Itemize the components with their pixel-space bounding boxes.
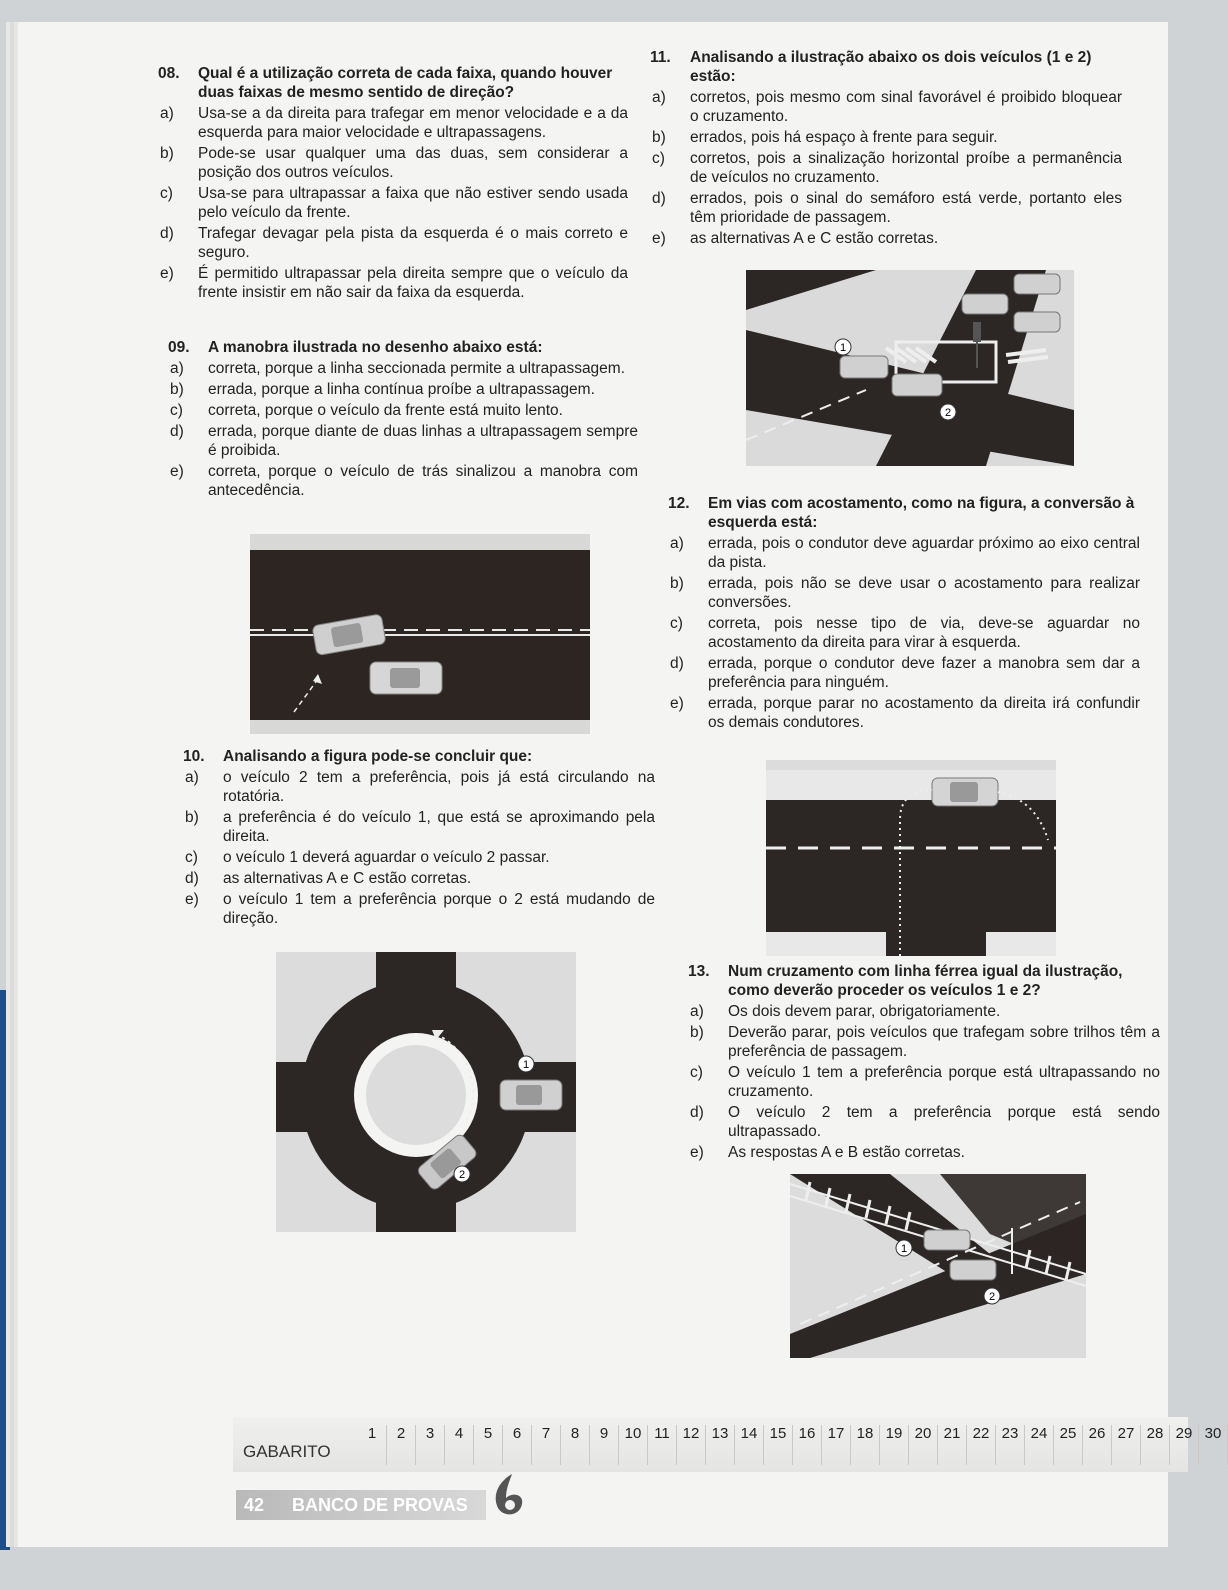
option-text: correta, pois nesse tipo de via, deve-se aguardar no acostamento da direita para virar à esquerda. <box>708 615 1140 651</box>
option-letter: c) <box>652 150 665 167</box>
answer-option <box>688 1143 1160 1162</box>
answer-option <box>668 574 1140 612</box>
answer-option <box>650 229 1122 248</box>
svg-text:1: 1 <box>522 1059 530 1071</box>
option-letter: c) <box>670 615 683 632</box>
answer-key-number: 9 <box>590 1425 619 1465</box>
answer-option <box>668 654 1140 692</box>
option-text: Trafegar devagar pela pista da esquerda é o mais correto e seguro. <box>198 225 628 261</box>
answer-key-number: 26 <box>1083 1425 1112 1465</box>
svg-text:2: 2 <box>988 1291 996 1303</box>
answer-option <box>650 189 1122 227</box>
page-number: 42 <box>244 1494 265 1515</box>
answer-option <box>183 848 655 867</box>
question-number: 11. <box>650 49 671 66</box>
option-letter: b) <box>670 575 684 592</box>
answer-option <box>668 534 1140 572</box>
answer-key-number: 11 <box>648 1425 677 1465</box>
answer-option <box>158 104 628 142</box>
option-text: as alternativas A e C estão corretas. <box>223 870 472 887</box>
question-number: 12. <box>668 495 690 512</box>
answer-key-number: 6 <box>503 1425 532 1465</box>
question-text: Analisando a ilustração abaixo os dois veículos (1 e 2) estão: <box>690 49 1092 85</box>
answer-key-numbers <box>358 1425 1228 1465</box>
answer-key-number: 23 <box>996 1425 1025 1465</box>
option-text: Pode-se usar qualquer uma das duas, sem considerar a posição dos outros veículos. <box>198 145 628 181</box>
option-text: a preferência é do veículo 1, que está se aproximando pela direita. <box>223 809 655 845</box>
question-title <box>650 48 1122 86</box>
answer-option <box>168 462 638 500</box>
answer-key-number: 30 <box>1199 1425 1228 1465</box>
option-text: errada, porque parar no acostamento da direita irá confundir os demais condutores. <box>708 695 1140 731</box>
option-letter: a) <box>170 360 184 377</box>
answer-option <box>158 264 628 302</box>
question-title <box>688 962 1160 1000</box>
page <box>18 22 1222 1547</box>
option-letter: e) <box>160 265 174 282</box>
option-letter: e) <box>170 463 184 480</box>
answer-key-number: 14 <box>735 1425 764 1465</box>
option-text: o veículo 1 tem a preferência porque o 2 está mudando de direção. <box>223 891 655 927</box>
question-12 <box>668 494 1140 732</box>
question-10 <box>183 747 655 928</box>
option-text: errados, pois há espaço à frente para seguir. <box>690 129 998 146</box>
answer-option <box>183 890 655 928</box>
answer-key-number: 22 <box>967 1425 996 1465</box>
answer-option <box>668 694 1140 732</box>
roundabout-car-1 <box>500 1080 562 1110</box>
answer-key-number: 18 <box>851 1425 880 1465</box>
option-letter: c) <box>160 185 173 202</box>
option-text: errada, porque diante de duas linhas a ultrapassagem sempre é proibida. <box>208 423 638 459</box>
option-text: errada, pois não se deve usar o acostamento para realizar conversões. <box>708 575 1140 611</box>
option-text: errada, porque a linha contínua proíbe a ultrapassagem. <box>208 381 595 398</box>
option-text: o veículo 2 tem a preferência, pois já está circulando na rotatória. <box>223 769 655 805</box>
answer-key-number: 2 <box>387 1425 416 1465</box>
question-09 <box>168 338 638 500</box>
option-letter: b) <box>652 129 666 146</box>
question-title <box>168 338 638 357</box>
answer-key-number: 25 <box>1054 1425 1083 1465</box>
option-letter: b) <box>185 809 199 826</box>
option-letter: a) <box>185 769 199 786</box>
option-text: correta, porque a linha seccionada permite a ultrapassagem. <box>208 360 626 377</box>
question-text: Num cruzamento com linha férrea igual da ilustração, como deverão proceder os veículos 1 e 2? <box>728 963 1123 999</box>
option-letter: d) <box>185 870 199 887</box>
question-08 <box>158 64 628 302</box>
svg-text:1: 1 <box>900 1243 908 1255</box>
answer-option <box>650 128 1122 147</box>
question-13 <box>688 962 1160 1162</box>
answer-key-number: 27 <box>1112 1425 1141 1465</box>
question-title <box>668 494 1140 532</box>
option-letter: d) <box>670 655 684 672</box>
answer-key-number: 20 <box>909 1425 938 1465</box>
question-number: 13. <box>688 963 710 980</box>
answer-option <box>183 808 655 846</box>
book-edge <box>0 990 10 1550</box>
answer-key-number: 13 <box>706 1425 735 1465</box>
option-letter: e) <box>670 695 684 712</box>
option-letter: b) <box>690 1024 704 1041</box>
option-letter: a) <box>670 535 684 552</box>
option-letter: c) <box>185 849 198 866</box>
overtaking-figure <box>250 534 590 734</box>
option-text: errada, porque o condutor deve fazer a manobra sem dar a preferência para ninguém. <box>708 655 1140 691</box>
turning-car <box>932 778 998 806</box>
question-text: A manobra ilustrada no desenho abaixo está: <box>208 339 543 356</box>
answer-option <box>158 144 628 182</box>
answer-key-number: 28 <box>1141 1425 1170 1465</box>
answer-key-number: 5 <box>474 1425 503 1465</box>
answer-option <box>158 184 628 222</box>
answer-option <box>668 614 1140 652</box>
railroad-figure <box>790 1174 1086 1358</box>
answer-option <box>158 224 628 262</box>
question-text: Em vias com acostamento, como na figura, a conversão à esquerda está: <box>708 495 1135 531</box>
question-number: 08. <box>158 65 180 82</box>
answer-key-number: 15 <box>764 1425 793 1465</box>
option-text: correta, porque o veículo da frente está muito lento. <box>208 402 563 419</box>
option-text: Deverão parar, pois veículos que trafegam sobre trilhos têm a preferência de passagem. <box>728 1024 1160 1060</box>
option-text: É permitido ultrapassar pela direita sempre que o veículo da frente insistir em não sair da faixa da esquerda. <box>198 265 628 301</box>
svg-text:2: 2 <box>458 1169 466 1181</box>
option-letter: e) <box>690 1144 704 1161</box>
answer-option <box>183 768 655 806</box>
option-letter: e) <box>652 230 666 247</box>
answer-key <box>233 1417 1222 1472</box>
answer-option <box>650 88 1122 126</box>
option-letter: b) <box>160 145 174 162</box>
shoulder-turn-figure <box>766 760 1056 956</box>
option-letter: a) <box>160 105 174 122</box>
answer-option <box>650 149 1122 187</box>
book-title: BANCO DE PROVAS <box>292 1494 468 1515</box>
answer-option <box>168 380 638 399</box>
answer-key-number: 7 <box>532 1425 561 1465</box>
answer-key-number: 29 <box>1170 1425 1199 1465</box>
question-text: Qual é a utilização correta de cada faixa, quando houver duas faixas de mesmo sentido de direção? <box>198 65 613 101</box>
svg-text:1: 1 <box>839 342 847 354</box>
option-letter: d) <box>690 1104 704 1121</box>
option-letter: e) <box>185 891 199 908</box>
answer-key-number: 21 <box>938 1425 967 1465</box>
option-text: errados, pois o sinal do semáforo está verde, portanto eles têm prioridade de passagem. <box>690 190 1122 226</box>
car-ahead <box>370 662 442 694</box>
option-letter: c) <box>170 402 183 419</box>
option-letter: c) <box>690 1064 703 1081</box>
answer-option <box>168 422 638 460</box>
option-text: as alternativas A e C estão corretas. <box>690 230 939 247</box>
option-letter: d) <box>170 423 184 440</box>
intersection-figure <box>746 270 1074 466</box>
option-letter: b) <box>170 381 184 398</box>
answer-option <box>688 1002 1160 1021</box>
answer-key-number: 19 <box>880 1425 909 1465</box>
answer-key-number: 4 <box>445 1425 474 1465</box>
answer-key-label: GABARITO <box>243 1442 331 1461</box>
option-text: Os dois devem parar, obrigatoriamente. <box>728 1003 1001 1020</box>
question-11 <box>650 48 1122 248</box>
footer-band <box>236 1490 486 1520</box>
option-letter: a) <box>690 1003 704 1020</box>
answer-option <box>688 1023 1160 1061</box>
answer-option <box>688 1063 1160 1101</box>
answer-key-number: 17 <box>822 1425 851 1465</box>
option-text: errada, pois o condutor deve aguardar próximo ao eixo central da pista. <box>708 535 1140 571</box>
option-text: O veículo 2 tem a preferência porque está sendo ultrapassado. <box>728 1104 1160 1140</box>
option-text: O veículo 1 tem a preferência porque está ultrapassando no cruzamento. <box>728 1064 1160 1100</box>
option-text: correta, porque o veículo de trás sinalizou a manobra com antecedência. <box>208 463 638 499</box>
answer-key-number: 3 <box>416 1425 445 1465</box>
answer-option <box>183 869 655 888</box>
question-title <box>158 64 628 102</box>
answer-option <box>168 359 638 378</box>
option-text: Usa-se para ultrapassar a faixa que não estiver sendo usada pelo veículo da frente. <box>198 185 628 221</box>
answer-key-number: 16 <box>793 1425 822 1465</box>
option-letter: a) <box>652 89 666 106</box>
question-title <box>183 747 655 766</box>
answer-key-number: 10 <box>619 1425 648 1465</box>
roundabout-figure <box>276 952 576 1232</box>
option-text: corretos, pois mesmo com sinal favorável é proibido bloquear o cruzamento. <box>690 89 1122 125</box>
svg-text:2: 2 <box>944 407 952 419</box>
question-number: 09. <box>168 339 190 356</box>
publisher-logo-icon <box>490 1472 524 1518</box>
option-text: corretos, pois a sinalização horizontal proíbe a permanência de veículos no cruzamento. <box>690 150 1122 186</box>
question-text: Analisando a figura pode-se concluir que: <box>223 748 533 765</box>
option-text: Usa-se a da direita para trafegar em menor velocidade e a da esquerda para maior velocidade e ultrapassagens. <box>198 105 628 141</box>
option-letter: d) <box>652 190 666 207</box>
answer-key-number: 24 <box>1025 1425 1054 1465</box>
question-number: 10. <box>183 748 205 765</box>
answer-key-number: 8 <box>561 1425 590 1465</box>
answer-key-number: 1 <box>358 1425 387 1465</box>
option-text: o veículo 1 deverá aguardar o veículo 2 passar. <box>223 849 550 866</box>
answer-option <box>688 1103 1160 1141</box>
option-text: As respostas A e B estão corretas. <box>728 1144 965 1161</box>
answer-option <box>168 401 638 420</box>
option-letter: d) <box>160 225 174 242</box>
answer-key-number: 12 <box>677 1425 706 1465</box>
